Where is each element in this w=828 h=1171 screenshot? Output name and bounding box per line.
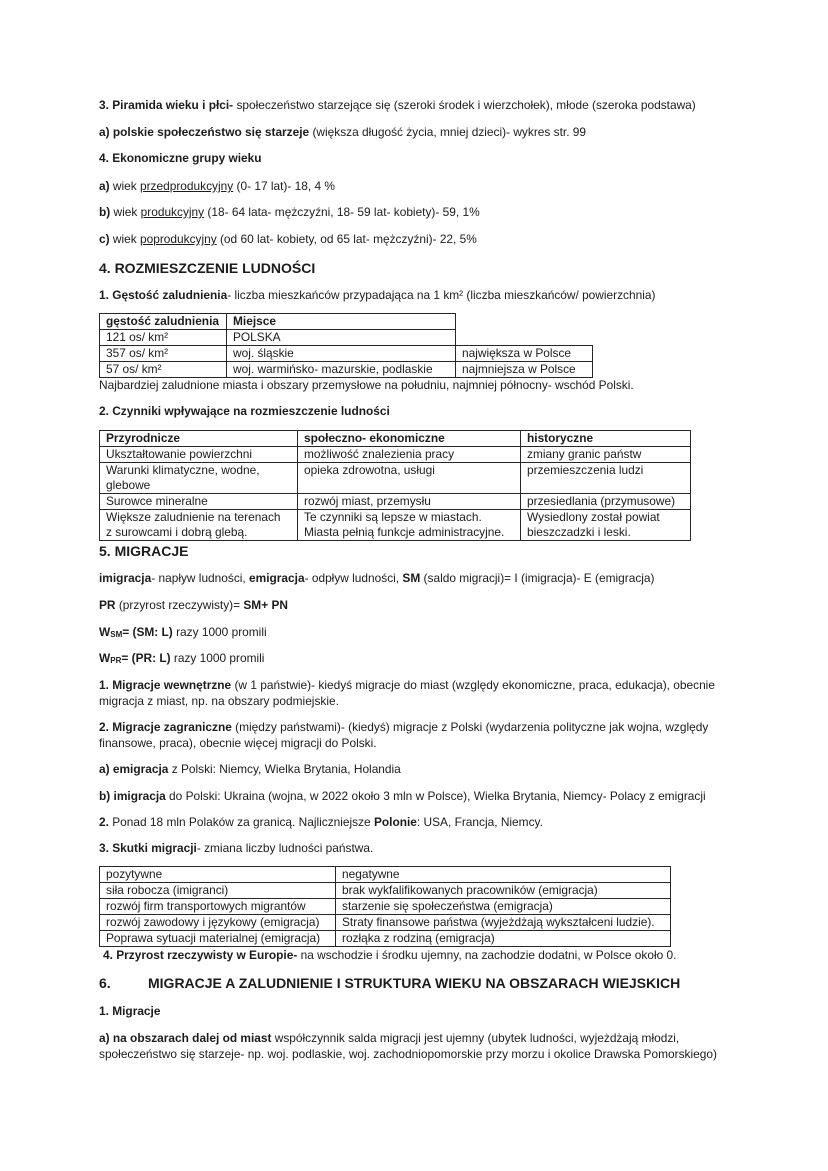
rate-subscript: SM [110, 630, 123, 639]
section-title: MIGRACJE A ZALUDNIENIE I STRUKTURA WIEKU NA OBSZARACH WIEJSKICH [148, 975, 681, 991]
diaspora-paragraph [99, 814, 739, 830]
table-cell: zmiany granic państw [521, 447, 691, 463]
table-row [100, 330, 593, 346]
pyramid-label: 3. Piramida wieku i płci- [99, 98, 234, 112]
real-growth-symbol: PR [99, 598, 116, 612]
density-label: 1. Gęstość zaludnienia [99, 288, 228, 302]
table-cell: rozwój miast, przemysłu [298, 494, 521, 510]
europe-growth-label: 4. Przyrost rzeczywisty w Europie- [103, 948, 298, 962]
rate-subscript: PR [110, 656, 122, 665]
table-header-row [100, 314, 593, 330]
age-group-text: (18- 64 lata- mężczyźni, 18- 59 lat- kobiety)- 59, 1% [204, 205, 480, 219]
rural-subheading: 1. Migracje [99, 1004, 161, 1018]
table-cell: opieka zdrowotna, usługi [298, 463, 521, 494]
age-group-text: (od 60 lat- kobiety, od 65 lat- mężczyźni)- 22, 5% [216, 232, 477, 246]
table-cell: przesiedlania (przymusowe) [521, 494, 691, 510]
factors-table [99, 430, 691, 541]
density-table [99, 313, 593, 378]
age-group-item [99, 178, 739, 194]
emigration-definition: - odpływ ludności, [304, 571, 403, 585]
international-migration-text: (między państwami)- (kiedyś) migracje z Polski (wydarzenia polityczne jak wojna, względy finansowe, praca), obecnie więcej migracji do Polski. [99, 720, 709, 750]
table-header-cell: społeczno- ekonomiczne [298, 431, 521, 447]
real-growth-formula [99, 597, 739, 613]
aging-text: (większa długość życia, mniej dzieci)- wykres str. 99 [309, 125, 587, 139]
table-cell: największa w Polsce [456, 346, 593, 362]
table-cell: rozwój zawodowy i językowy (emigracja) [100, 915, 336, 931]
table-cell: POLSKA [227, 330, 456, 346]
remote-areas-label: a) na obszarach dalej od miast [99, 1031, 272, 1045]
diaspora-text-end: : USA, Francja, Niemcy. [416, 815, 543, 829]
economic-groups-title: 4. Ekonomiczne grupy wieku [99, 151, 262, 165]
table-row [100, 494, 691, 510]
emigration-paragraph [99, 761, 739, 777]
section-heading-distribution: 4. ROZMIESZCZENIE LUDNOŚCI [99, 260, 316, 276]
age-group-prefix: wiek [109, 232, 140, 246]
age-group-marker: b) [99, 205, 111, 219]
real-growth-expression: SM+ PN [243, 598, 288, 612]
table-header-cell: gęstość zaludnienia [100, 314, 227, 330]
age-group-text: (0- 17 lat)- 18, 4 % [233, 179, 335, 193]
table-cell: Te czynniki są lepsze w miastach. Miasta pełnią funkcje administracyjne. [298, 510, 521, 541]
section-number: 6. [99, 975, 111, 991]
factors-title: 2. Czynniki wpływające na rozmieszczenie ludności [99, 404, 390, 418]
table-row [100, 510, 691, 541]
balance-term: SM [402, 571, 421, 585]
migration-effects-paragraph [99, 840, 739, 856]
rate-symbol: W [99, 625, 111, 639]
density-text: - liczba mieszkańców przypadająca na 1 km² (liczba mieszkańców/ powierzchnia) [227, 288, 656, 302]
immigration-text: do Polski: Ukraina (wojna, w 2022 około 3 mln w Polsce), Wielka Brytania, Niemcy- Polacy z emigracji [165, 789, 706, 803]
age-group-item [99, 204, 739, 220]
diaspora-term: Polonie [373, 815, 417, 829]
immigration-definition: - napływ ludności, [151, 571, 250, 585]
rate-text: razy 1000 promili [170, 651, 265, 665]
table-cell: Straty finansowe państwa (wyjeżdżają wykształceni ludzie). [336, 915, 671, 931]
table-cell: Surowce mineralne [100, 494, 298, 510]
migration-effects-text: - zmiana liczby ludności państwa. [196, 841, 374, 855]
diaspora-number: 2. [99, 815, 109, 829]
aging-paragraph [99, 124, 739, 140]
rate-symbol: W [99, 651, 111, 665]
international-migration-label: 2. Migracje zagraniczne [99, 720, 232, 734]
table-header-cell: negatywne [336, 867, 671, 883]
age-group-term: produkcyjny [140, 205, 205, 219]
migration-definitions [99, 570, 739, 586]
internal-migration-label: 1. Migracje wewnętrzne [99, 678, 232, 692]
rate-expression: = (PR: L) [121, 651, 171, 665]
table-cell: Poprawa sytuacji materialnej (emigracja) [100, 931, 336, 947]
table-row [100, 447, 691, 463]
aging-label: a) polskie społeczeństwo się starzeje [99, 125, 310, 139]
real-growth-text: (przyrost rzeczywisty)= [115, 598, 244, 612]
table-cell: najmniejsza w Polsce [456, 362, 593, 378]
table-cell: siła robocza (imigranci) [100, 883, 336, 899]
empty-cell [456, 314, 593, 330]
emigration-label: a) emigracja [99, 762, 169, 776]
immigration-term: imigracja [99, 571, 152, 585]
empty-cell [456, 330, 593, 346]
pyramid-text: społeczeństwo starzejące się (szeroki środek i wierzchołek), młode (szeroka podstawa) [233, 98, 696, 112]
internal-migration-text: (w 1 państwie)- kiedyś migracje do miast (względy ekonomiczne, praca, edukacja), obecnie migracja z miast, np. na obszary podmiejskie. [99, 678, 715, 708]
age-group-marker: c) [99, 232, 110, 246]
table-header-row [100, 867, 671, 883]
table-cell: woj. warmińsko- mazurskie, podlaskie [227, 362, 456, 378]
table-cell: 57 os/ km² [100, 362, 227, 378]
pyramid-paragraph [99, 97, 739, 113]
age-group-term: przedprodukcyjny [139, 179, 234, 193]
table-cell: brak wykfalifikowanych pracowników (emigracja) [336, 883, 671, 899]
balance-definition: (saldo migracji)= I (imigracja)- E (emigracja) [420, 571, 655, 585]
table-cell: starzenie się społeczeństwa (emigracja) [336, 899, 671, 915]
table-cell: 121 os/ km² [100, 330, 227, 346]
table-header-row [100, 431, 691, 447]
table-cell: Wysiedlony został powiat bieszczadzki i leski. [521, 510, 691, 541]
rate-sm-formula [99, 624, 739, 640]
migration-effects-table [99, 866, 671, 947]
table-header-cell: historyczne [521, 431, 691, 447]
europe-growth-text: na wschodzie i środku ujemny, na zachodzie dodatni, w Polsce około 0. [297, 948, 677, 962]
emigration-text: z Polski: Niemcy, Wielka Brytania, Holandia [168, 762, 401, 776]
international-migration-paragraph [99, 719, 739, 751]
table-row [100, 346, 593, 362]
table-row [100, 463, 691, 494]
rate-text: razy 1000 promili [172, 625, 267, 639]
section-heading-rural [99, 974, 680, 992]
age-group-marker: a) [99, 179, 110, 193]
table-row [100, 931, 671, 947]
diaspora-text: Ponad 18 mln Polaków za granicą. Najliczniejsze [108, 815, 374, 829]
density-definition [99, 287, 739, 303]
remote-areas-text: współczynnik salda migracji jest ujemny (ubytek ludności, wyjeżdżają młodzi, społeczeństwo się starzeje- np. woj. podlaskie, woj. zachodniopomorskie przy morzu i okolice Drawska Pomorskiego) [99, 1031, 717, 1061]
age-group-term: poprodukcyjny [139, 232, 217, 246]
remote-areas-paragraph [99, 1030, 739, 1062]
europe-growth-paragraph [103, 947, 743, 963]
immigration-label: b) imigracja [99, 789, 166, 803]
age-group-prefix: wiek [110, 205, 141, 219]
table-header-cell: Przyrodnicze [100, 431, 298, 447]
table-cell: przemieszczenia ludzi [521, 463, 691, 494]
table-row [100, 899, 671, 915]
table-cell: Większe zaludnienie na terenach z surowcami i dobrą glebą. [100, 510, 298, 541]
table-row [100, 883, 671, 899]
density-note: Najbardziej zaludnione miasta i obszary przemysłowe na południu, najmniej północny- wschód Polski. [99, 378, 634, 392]
table-cell: rozłąka z rodziną (emigracja) [336, 931, 671, 947]
table-row [100, 915, 671, 931]
table-header-cell: pozytywne [100, 867, 336, 883]
emigration-term: emigracja [249, 571, 305, 585]
age-group-item [99, 231, 739, 247]
table-cell: 357 os/ km² [100, 346, 227, 362]
table-header-cell: Miejsce [227, 314, 456, 330]
migration-effects-label: 3. Skutki migracji [99, 841, 197, 855]
age-group-prefix: wiek [109, 179, 140, 193]
table-cell: możliwość znalezienia pracy [298, 447, 521, 463]
table-row [100, 362, 593, 378]
section-heading-migration: 5. MIGRACJE [99, 543, 189, 559]
table-cell: Ukształtowanie powierzchni [100, 447, 298, 463]
immigration-paragraph [99, 788, 739, 804]
rate-expression: = (SM: L) [122, 625, 173, 639]
table-cell: rozwój firm transportowych migrantów [100, 899, 336, 915]
internal-migration-paragraph [99, 677, 739, 709]
table-cell: Warunki klimatyczne, wodne, glebowe [100, 463, 298, 494]
rate-pr-formula [99, 650, 739, 666]
table-cell: woj. śląskie [227, 346, 456, 362]
